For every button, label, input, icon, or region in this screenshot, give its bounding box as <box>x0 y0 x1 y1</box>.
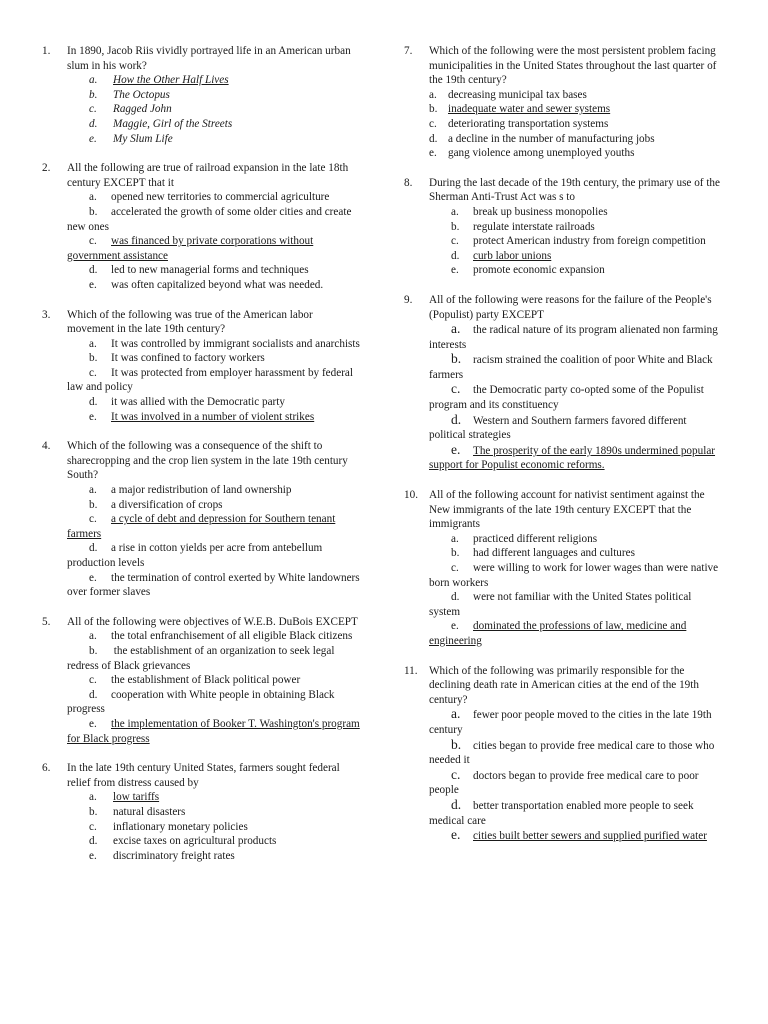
correct-answer-text: cities built better sewers and supplied purified water <box>473 830 707 843</box>
question-number: 3. <box>42 308 51 321</box>
question-text: Which of the following was a consequence of the shift to sharecropping and the crop lien system in the late 19th century South? <box>67 440 348 482</box>
question-number: 7. <box>404 45 413 57</box>
question-7 <box>404 44 722 161</box>
option-text: had different languages and cultures <box>473 547 635 560</box>
answer-option <box>67 820 360 835</box>
answer-option <box>429 707 722 737</box>
answer-option <box>429 532 722 547</box>
option-letter: c. <box>451 562 459 574</box>
answer-option <box>429 382 722 412</box>
option-letter: c. <box>451 235 459 248</box>
option-text: decreasing municipal tax bases <box>448 88 587 101</box>
option-text: break up business monopolies <box>473 205 608 218</box>
option-letter: a. <box>451 321 461 337</box>
option-text: My Slum Life <box>113 132 173 145</box>
answer-option <box>429 102 722 117</box>
option-letter: d. <box>89 688 98 701</box>
option-letter: b. <box>89 498 98 511</box>
answer-option <box>67 88 360 103</box>
answer-option <box>67 102 360 117</box>
option-letter: d. <box>451 591 460 604</box>
option-letter: e. <box>89 410 97 423</box>
option-text: natural disasters <box>113 805 186 818</box>
option-text: fewer poor people moved to the cities in the late 19th century <box>429 709 712 736</box>
answer-option <box>429 205 722 220</box>
option-text: the radical nature of its program alienated non farming interests <box>429 324 718 351</box>
question-number: 9. <box>404 293 413 306</box>
option-text: cooperation with White people in obtaining Black progress <box>67 688 335 716</box>
option-letter: c. <box>89 103 97 116</box>
option-text: deteriorating transportation systems <box>448 117 609 130</box>
answer-options <box>429 205 722 278</box>
question-text: All of the following were objectives of W.E.B. DuBois EXCEPT <box>67 615 358 628</box>
answer-options <box>67 73 360 146</box>
question-9 <box>404 293 722 473</box>
question-number: 1. <box>42 45 51 57</box>
question-text: All the following are true of railroad expansion in the late 18th century EXCEPT that it <box>67 162 349 189</box>
option-text: were willing to work for lower wages than were native born workers <box>429 562 719 589</box>
option-letter: e. <box>89 278 97 291</box>
option-text: It was confined to factory workers <box>111 352 265 365</box>
question-text: Which of the following was true of the American labor movement in the late 19th century? <box>67 308 313 336</box>
option-letter: c. <box>451 766 461 782</box>
answer-option <box>429 798 722 828</box>
answer-option <box>67 849 360 864</box>
option-letter: d. <box>89 542 98 555</box>
answer-option <box>67 834 360 849</box>
option-letter: a. <box>429 88 437 101</box>
option-letter: a. <box>89 74 98 87</box>
option-letter: e. <box>89 717 97 730</box>
question-4 <box>42 439 360 600</box>
option-letter: b. <box>89 205 98 218</box>
option-text: the Democratic party co-opted some of the Populist program and its constituency <box>429 384 704 412</box>
question-6 <box>42 761 360 863</box>
option-letter: e. <box>451 620 459 633</box>
answer-option <box>67 790 360 805</box>
answer-option <box>429 738 722 768</box>
option-text: the termination of control exerted by White landowners over former slaves <box>67 571 360 599</box>
option-text: It was controlled by immigrant socialists and anarchists <box>111 337 360 350</box>
option-text: were not familiar with the United States political system <box>429 591 692 618</box>
option-letter: c. <box>89 366 97 379</box>
answer-option <box>429 322 722 352</box>
option-letter: d. <box>89 117 98 130</box>
answer-option <box>67 410 360 425</box>
option-text: cities began to provide free medical care to those who needed it <box>429 739 715 767</box>
question-number: 8. <box>404 176 413 189</box>
correct-answer-text: low tariffs <box>113 791 160 804</box>
answer-option <box>67 395 360 410</box>
option-letter: a. <box>89 630 97 643</box>
option-letter: e. <box>89 849 97 862</box>
answer-option <box>67 132 360 147</box>
answer-option <box>429 828 722 844</box>
correct-answer-text: How the Other Half Lives <box>113 74 229 87</box>
option-letter: c. <box>89 235 97 248</box>
option-letter: b. <box>89 88 98 101</box>
option-text: discriminatory freight rates <box>113 849 235 862</box>
question-5 <box>42 615 360 746</box>
answer-options <box>67 629 360 746</box>
option-letter: b. <box>89 805 98 818</box>
question-10 <box>404 488 722 649</box>
answer-option <box>67 498 360 513</box>
option-text: the establishment of an organization to seek legal redress of Black grievances <box>67 644 335 672</box>
answer-options <box>429 322 722 473</box>
answer-option <box>429 619 722 648</box>
right-column <box>404 44 722 859</box>
option-text: protect American industry from foreign competition <box>473 235 706 248</box>
answer-options <box>67 190 360 292</box>
answer-options <box>67 337 360 425</box>
option-letter: b. <box>451 351 462 367</box>
left-column <box>42 44 360 878</box>
option-letter: d. <box>451 796 462 812</box>
answer-option <box>429 413 722 443</box>
question-text: All of the following were reasons for the failure of the People's (Populist) party EXCEPT <box>429 293 712 321</box>
option-letter: d. <box>89 396 98 409</box>
answer-option <box>67 673 360 688</box>
option-text: the total enfranchisement of all eligible Black citizens <box>111 630 353 643</box>
answer-option <box>429 88 722 103</box>
answer-option <box>67 717 360 746</box>
option-text: led to new managerial forms and techniques <box>111 264 309 277</box>
correct-answer-text: It was involved in a number of violent strikes <box>111 410 315 423</box>
question-1 <box>42 44 360 146</box>
answer-option <box>67 337 360 352</box>
answer-option <box>429 249 722 264</box>
answer-options <box>429 532 722 649</box>
option-letter: c. <box>451 381 461 397</box>
question-text: Which of the following were the most persistent problem facing municipalities in the United States throughout the last quarter of the 19th century? <box>429 45 717 87</box>
answer-option <box>429 561 722 590</box>
question-number: 4. <box>42 440 51 453</box>
answer-option <box>429 768 722 798</box>
answer-option <box>429 352 722 382</box>
answer-options <box>429 88 722 161</box>
answer-option <box>67 205 360 234</box>
answer-option <box>67 629 360 644</box>
answer-option <box>67 366 360 395</box>
option-text: doctors began to provide free medical care to poor people <box>429 769 699 797</box>
option-letter: d. <box>89 264 98 277</box>
option-letter: d. <box>429 132 438 145</box>
answer-option <box>67 483 360 498</box>
answer-options <box>67 483 360 600</box>
option-letter: e. <box>429 147 437 160</box>
option-letter: e. <box>451 441 461 457</box>
question-2 <box>42 161 360 292</box>
option-text: excise taxes on agricultural products <box>113 835 277 848</box>
correct-answer-text: inadequate water and sewer systems <box>448 103 611 116</box>
answer-option <box>429 146 722 161</box>
question-8 <box>404 176 722 278</box>
answer-options <box>67 790 360 863</box>
answer-option <box>429 443 722 473</box>
answer-option <box>67 541 360 570</box>
option-text: Ragged John <box>113 103 172 116</box>
option-letter: e. <box>89 571 97 584</box>
answer-option <box>429 263 722 278</box>
option-letter: c. <box>89 674 97 687</box>
correct-answer-text: was financed by private corporations without government assistance <box>67 235 314 262</box>
answer-option <box>67 644 360 673</box>
option-text: practiced different religions <box>473 532 598 545</box>
option-text: Western and Southern farmers favored different political strategies <box>429 414 687 442</box>
correct-answer-text: the implementation of Booker T. Washington's program for Black progress <box>67 717 360 745</box>
question-text: All of the following account for nativist sentiment against the New immigrants of the late 19th century EXCEPT that the immigrants <box>429 489 705 531</box>
option-letter: e. <box>451 264 459 277</box>
option-text: was often capitalized beyond what was needed. <box>111 278 324 291</box>
option-text: it was allied with the Democratic party <box>111 396 285 409</box>
option-letter: b. <box>451 220 460 233</box>
answer-option <box>67 190 360 205</box>
option-text: accelerated the growth of some older cities and create new ones <box>67 205 352 233</box>
question-number: 11. <box>404 664 418 677</box>
answer-option <box>67 234 360 263</box>
option-text: a major redistribution of land ownership <box>111 484 292 497</box>
correct-answer-text: a cycle of debt and depression for Southern tenant farmers <box>67 513 336 540</box>
option-text: racism strained the coalition of poor White and Black farmers <box>429 354 713 381</box>
option-text: the establishment of Black political power <box>111 674 301 687</box>
option-letter: c. <box>89 513 97 526</box>
question-11 <box>404 664 722 844</box>
option-text: promote economic expansion <box>473 264 605 277</box>
answer-option <box>429 132 722 147</box>
question-number: 5. <box>42 615 51 628</box>
option-letter: e. <box>89 132 97 145</box>
option-letter: b. <box>451 736 462 752</box>
option-letter: a. <box>451 706 461 722</box>
option-text: opened new territories to commercial agriculture <box>111 191 330 204</box>
option-text: a decline in the number of manufacturing jobs <box>448 132 655 145</box>
answer-option <box>429 220 722 235</box>
question-number: 6. <box>42 762 51 775</box>
correct-answer-text: dominated the professions of law, medicine and engineering <box>429 620 687 647</box>
question-text: During the last decade of the 19th century, the primary use of the Sherman Anti-Trust Act was s to <box>429 176 720 204</box>
answer-options <box>429 707 722 843</box>
option-text: a diversification of crops <box>111 498 223 511</box>
answer-option <box>429 234 722 249</box>
answer-option <box>429 117 722 132</box>
option-letter: a. <box>451 532 459 545</box>
answer-option <box>67 512 360 541</box>
option-text: better transportation enabled more people to seek medical care <box>429 799 694 827</box>
answer-option <box>67 73 360 88</box>
option-letter: a. <box>89 337 97 350</box>
correct-answer-text: curb labor unions <box>473 249 552 262</box>
option-text: regulate interstate railroads <box>473 220 595 233</box>
option-letter: e. <box>451 827 461 843</box>
option-letter: b. <box>451 547 460 560</box>
question-number: 2. <box>42 162 51 175</box>
option-text: It was protected from employer harassment by federal law and policy <box>67 366 353 394</box>
option-letter: a. <box>451 205 459 218</box>
option-letter: c. <box>89 820 97 833</box>
option-letter: a. <box>89 191 97 204</box>
option-letter: a. <box>89 484 97 497</box>
answer-option <box>67 688 360 717</box>
option-letter: d. <box>451 411 462 427</box>
answer-option <box>429 546 722 561</box>
question-text: In 1890, Jacob Riis vividly portrayed life in an American urban slum in his work? <box>67 45 351 72</box>
answer-option <box>67 117 360 132</box>
answer-option <box>67 351 360 366</box>
answer-option <box>429 590 722 619</box>
question-text: In the late 19th century United States, farmers sought federal relief from distress caused by <box>67 762 340 789</box>
option-letter: d. <box>89 835 98 848</box>
option-letter: b. <box>89 352 98 365</box>
option-letter: b. <box>89 644 98 657</box>
question-text: Which of the following was primarily responsible for the declining death rate in American cities at the end of the 19th century? <box>429 664 699 706</box>
answer-option <box>67 263 360 278</box>
option-letter: a. <box>89 791 97 804</box>
answer-option <box>67 805 360 820</box>
option-text: Maggie, Girl of the Streets <box>113 117 233 130</box>
answer-option <box>67 571 360 600</box>
option-text: The Octopus <box>113 88 170 101</box>
correct-answer-text: The prosperity of the early 1890s undermined popular support for Populist economic reforms. <box>429 444 716 472</box>
option-letter: c. <box>429 117 437 130</box>
question-number: 10. <box>404 489 418 502</box>
option-letter: d. <box>451 249 460 262</box>
option-text: inflationary monetary policies <box>113 820 248 833</box>
question-3 <box>42 308 360 425</box>
option-text: a rise in cotton yields per acre from antebellum production levels <box>67 542 323 569</box>
answer-option <box>67 278 360 293</box>
option-letter: b. <box>429 103 438 116</box>
option-text: gang violence among unemployed youths <box>448 147 635 160</box>
